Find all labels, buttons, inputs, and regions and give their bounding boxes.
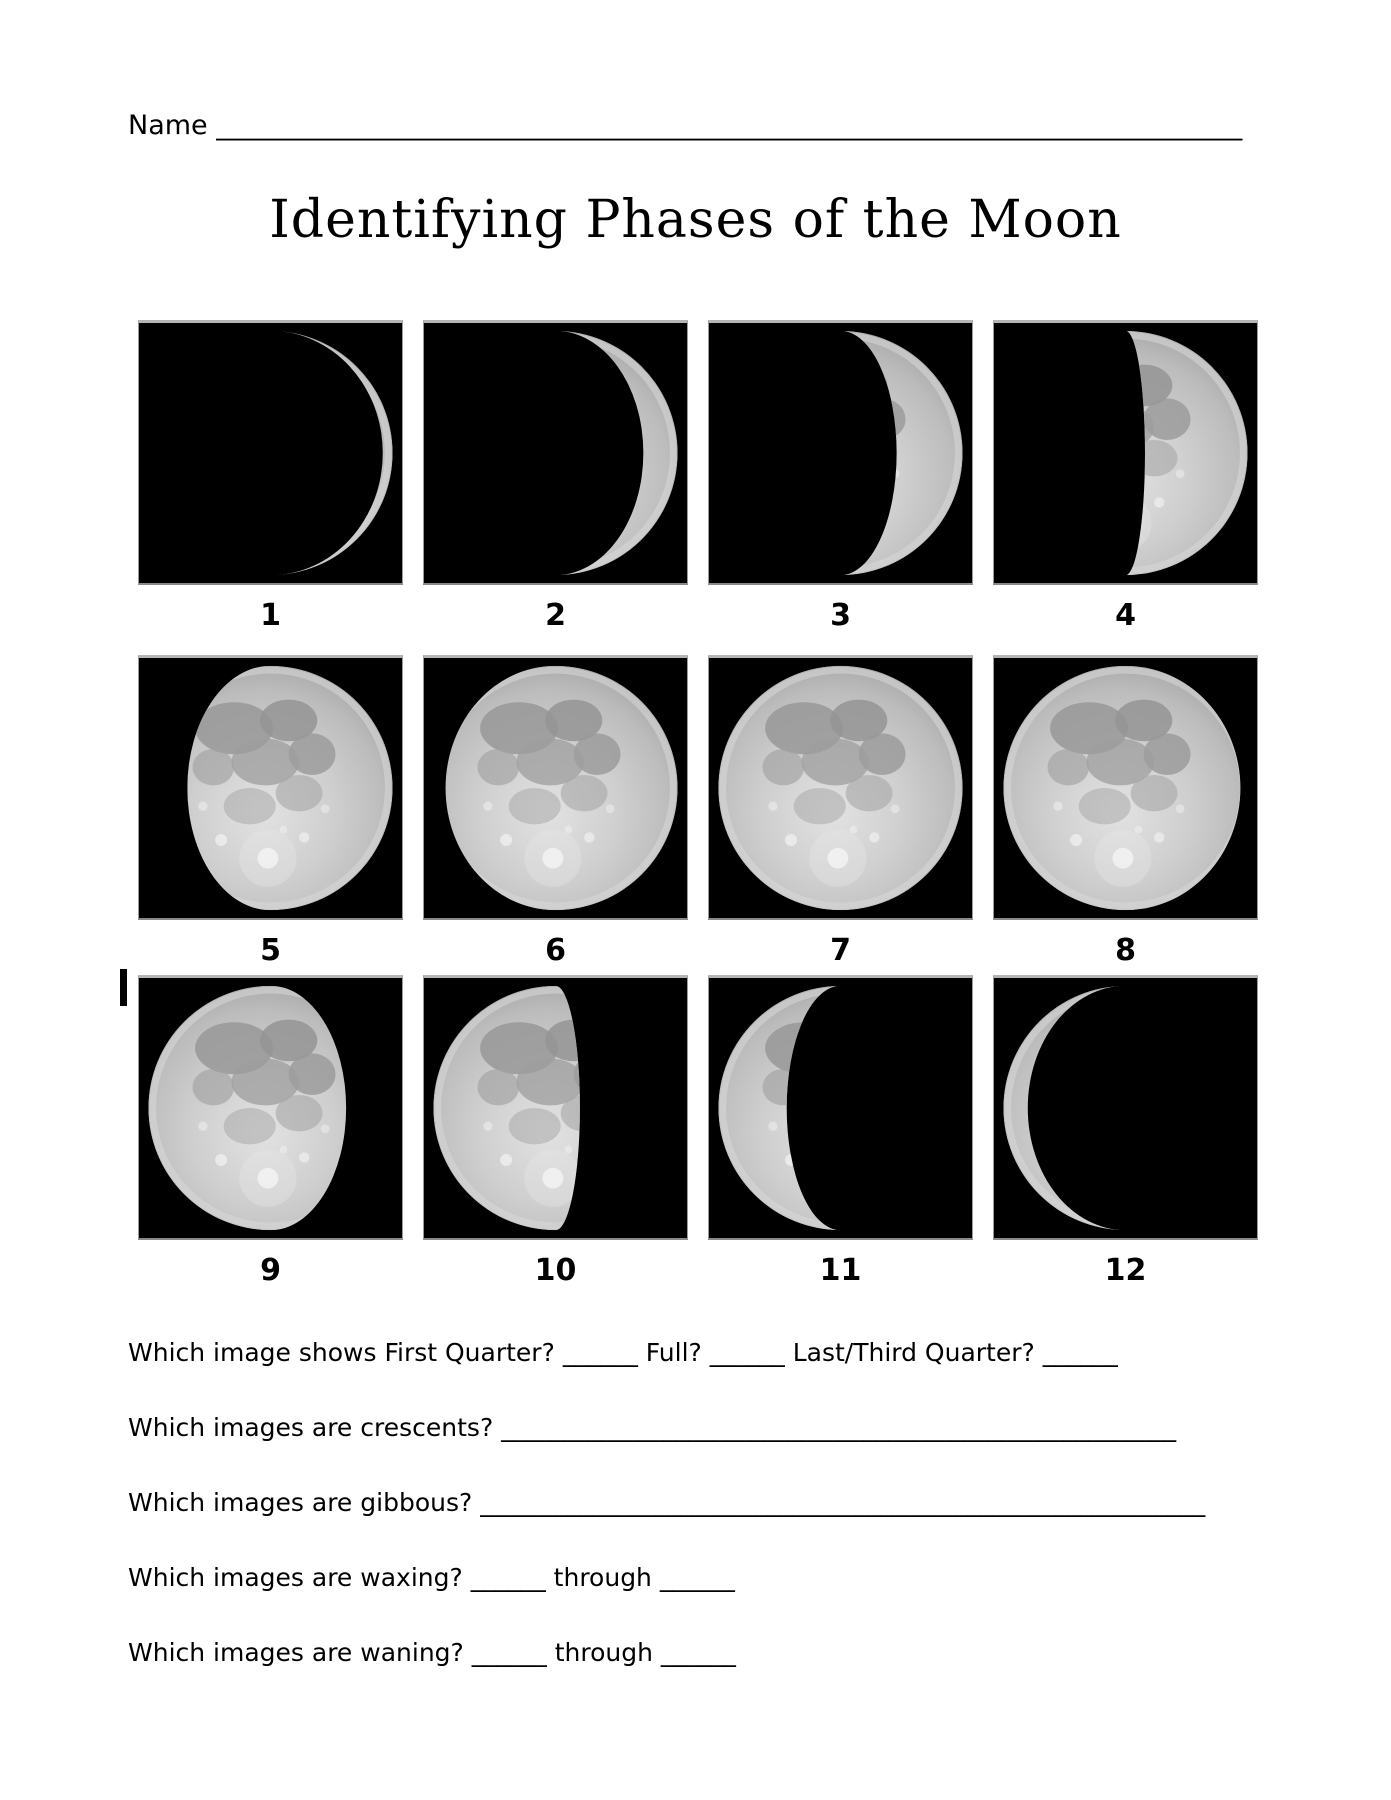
- moon-number-label: 12: [1104, 1253, 1147, 1288]
- moon-cell-12: [993, 975, 1258, 1287]
- question-line-5: [128, 1638, 736, 1667]
- moon-row-1: [138, 320, 1258, 632]
- name-label: Name: [128, 110, 208, 141]
- moon-number-label: 10: [534, 1253, 577, 1288]
- moon-image-7: [708, 655, 973, 920]
- moon-number-label: 6: [545, 933, 566, 968]
- moon-cell-2: [423, 320, 688, 632]
- moon-phase-graphic: [709, 323, 972, 583]
- question-text: Which image shows First Quarter?: [128, 1338, 555, 1367]
- moon-phase-graphic: [139, 658, 402, 918]
- moon-cell-1: [138, 320, 403, 632]
- moon-image-6: [423, 655, 688, 920]
- moon-image-2: [423, 320, 688, 585]
- moon-phase-graphic: [424, 323, 687, 583]
- name-blank-line: ____________________________________________________________________________: [216, 110, 1243, 141]
- tick-mark-artifact: [120, 969, 127, 1006]
- moon-image-5: [138, 655, 403, 920]
- question-line-1: [128, 1338, 1118, 1367]
- moon-number-label: 2: [545, 598, 566, 633]
- moon-phase-graphic: [139, 978, 402, 1238]
- moon-phase-graphic: [709, 978, 972, 1238]
- moon-number-label: 5: [260, 933, 281, 968]
- moon-cell-6: [423, 655, 688, 967]
- question-text: Which images are waning?: [128, 1638, 464, 1667]
- question-line-3: [128, 1488, 1205, 1517]
- moon-image-10: [423, 975, 688, 1240]
- moon-cell-5: [138, 655, 403, 967]
- moon-image-4: [993, 320, 1258, 585]
- moon-phase-graphic: [709, 658, 972, 918]
- answer-blank: ______________________________________________________: [501, 1413, 1177, 1442]
- answer-blank: ______: [471, 1638, 547, 1667]
- moon-number-label: 9: [260, 1253, 281, 1288]
- moon-row-3: [138, 975, 1258, 1287]
- moon-cell-4: [993, 320, 1258, 632]
- moon-phase-graphic: [424, 658, 687, 918]
- question-text: through: [553, 1563, 652, 1592]
- moon-image-1: [138, 320, 403, 585]
- answer-blank: __________________________________________________________: [480, 1488, 1206, 1517]
- moon-number-label: 7: [830, 933, 851, 968]
- moon-phase-graphic: [424, 978, 687, 1238]
- moon-image-11: [708, 975, 973, 1240]
- moon-cell-10: [423, 975, 688, 1287]
- moon-image-12: [993, 975, 1258, 1240]
- moon-number-label: 3: [830, 598, 851, 633]
- question-text: through: [554, 1638, 653, 1667]
- answer-blank: ______: [1042, 1338, 1118, 1367]
- answer-blank: ______: [659, 1563, 735, 1592]
- answer-blank: ______: [562, 1338, 638, 1367]
- moon-image-9: [138, 975, 403, 1240]
- moon-image-3: [708, 320, 973, 585]
- question-text: Full?: [645, 1338, 702, 1367]
- answer-blank: ______: [709, 1338, 785, 1367]
- moon-cell-8: [993, 655, 1258, 967]
- moon-phase-graphic: [994, 978, 1257, 1238]
- moon-row-2: [138, 655, 1258, 967]
- answer-blank: ______: [470, 1563, 546, 1592]
- question-text: Last/Third Quarter?: [792, 1338, 1035, 1367]
- question-text: Which images are gibbous?: [128, 1488, 473, 1517]
- moon-phase-graphic: [994, 323, 1257, 583]
- question-text: Which images are crescents?: [128, 1413, 494, 1442]
- moon-number-label: 1: [260, 598, 281, 633]
- page-title: Identifying Phases of the Moon: [269, 190, 1122, 250]
- question-line-4: [128, 1563, 735, 1592]
- answer-blank: ______: [660, 1638, 736, 1667]
- moon-phase-graphic: [994, 658, 1257, 918]
- moon-cell-7: [708, 655, 973, 967]
- question-text: Which images are waxing?: [128, 1563, 463, 1592]
- moon-cell-3: [708, 320, 973, 632]
- moon-number-label: 8: [1115, 933, 1136, 968]
- name-row: [128, 110, 1242, 141]
- moon-number-label: 4: [1115, 598, 1136, 633]
- moon-cell-9: [138, 975, 403, 1287]
- moon-phase-graphic: [139, 323, 402, 583]
- moon-number-label: 11: [819, 1253, 862, 1288]
- question-line-2: [128, 1413, 1176, 1442]
- moon-image-8: [993, 655, 1258, 920]
- moon-cell-11: [708, 975, 973, 1287]
